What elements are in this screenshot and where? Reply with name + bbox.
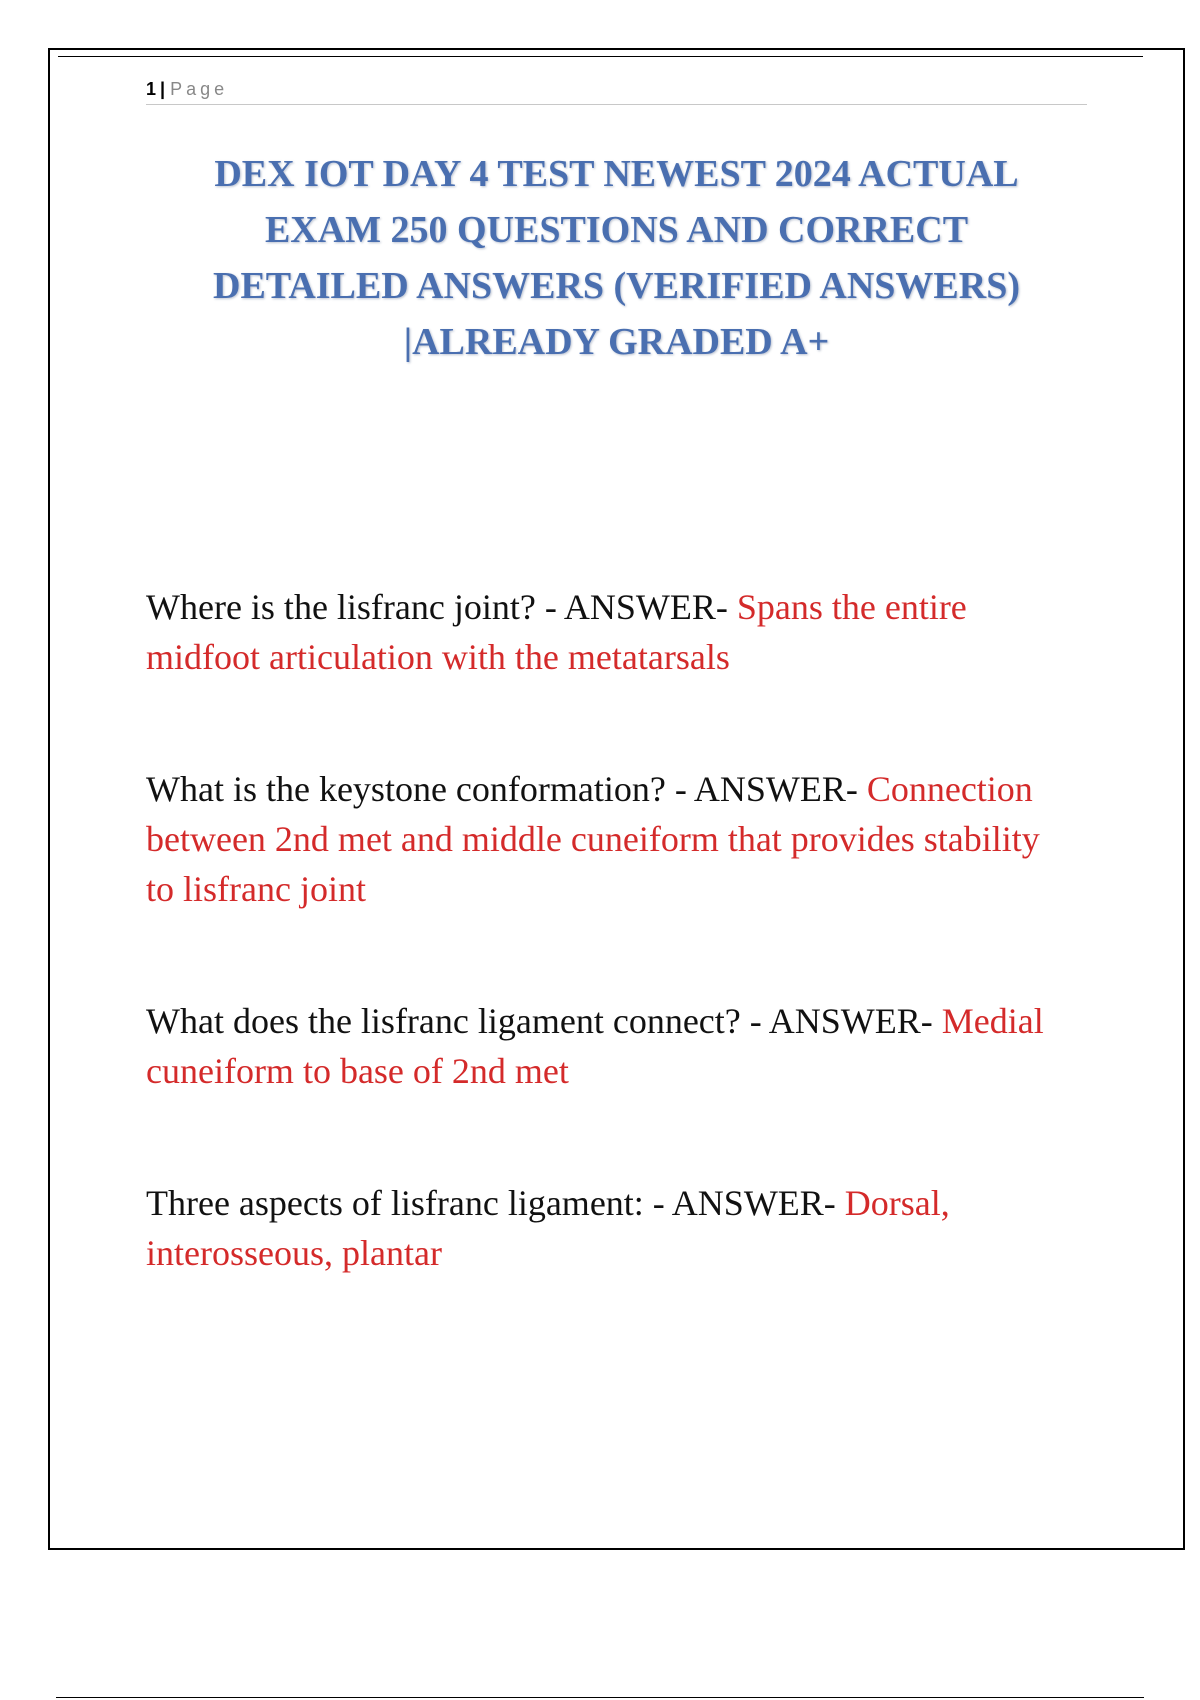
qa-item bbox=[146, 582, 1073, 682]
page-label: Page bbox=[170, 79, 229, 99]
top-rule bbox=[58, 56, 1143, 57]
qa-item bbox=[146, 1178, 1073, 1278]
document-title: DEX IOT DAY 4 TEST NEWEST 2024 ACTUAL EXAM 250 QUESTIONS AND CORRECT DETAILED ANSWERS (VERIFIED ANSWERS) |ALREADY GRADED A+ bbox=[213, 153, 1020, 363]
question-text: What does the lisfranc ligament connect? - ANSWER- bbox=[146, 1001, 942, 1041]
page-number: 1 bbox=[146, 79, 157, 99]
qa-item bbox=[146, 764, 1073, 914]
answer-text: Dorsal, interosseous, plantar bbox=[146, 1183, 950, 1273]
question-text: Three aspects of lisfranc ligament: - ANSWER- bbox=[146, 1183, 845, 1223]
question-text: What is the keystone conformation? - ANSWER- bbox=[146, 769, 867, 809]
bottom-rule bbox=[56, 1697, 1144, 1698]
page-separator: | bbox=[160, 79, 166, 99]
answer-text: Connection between 2nd met and middle cuneiform that provides stability to lisfranc joint bbox=[146, 769, 1040, 909]
page-frame bbox=[48, 48, 1185, 1550]
qa-list bbox=[146, 582, 1073, 1278]
answer-text: Medial cuneiform to base of 2nd met bbox=[146, 1001, 1044, 1091]
page-header bbox=[146, 76, 1087, 105]
qa-item bbox=[146, 996, 1073, 1096]
answer-text: Spans the entire midfoot articulation with the metatarsals bbox=[146, 587, 967, 677]
question-text: Where is the lisfranc joint? - ANSWER- bbox=[146, 587, 737, 627]
